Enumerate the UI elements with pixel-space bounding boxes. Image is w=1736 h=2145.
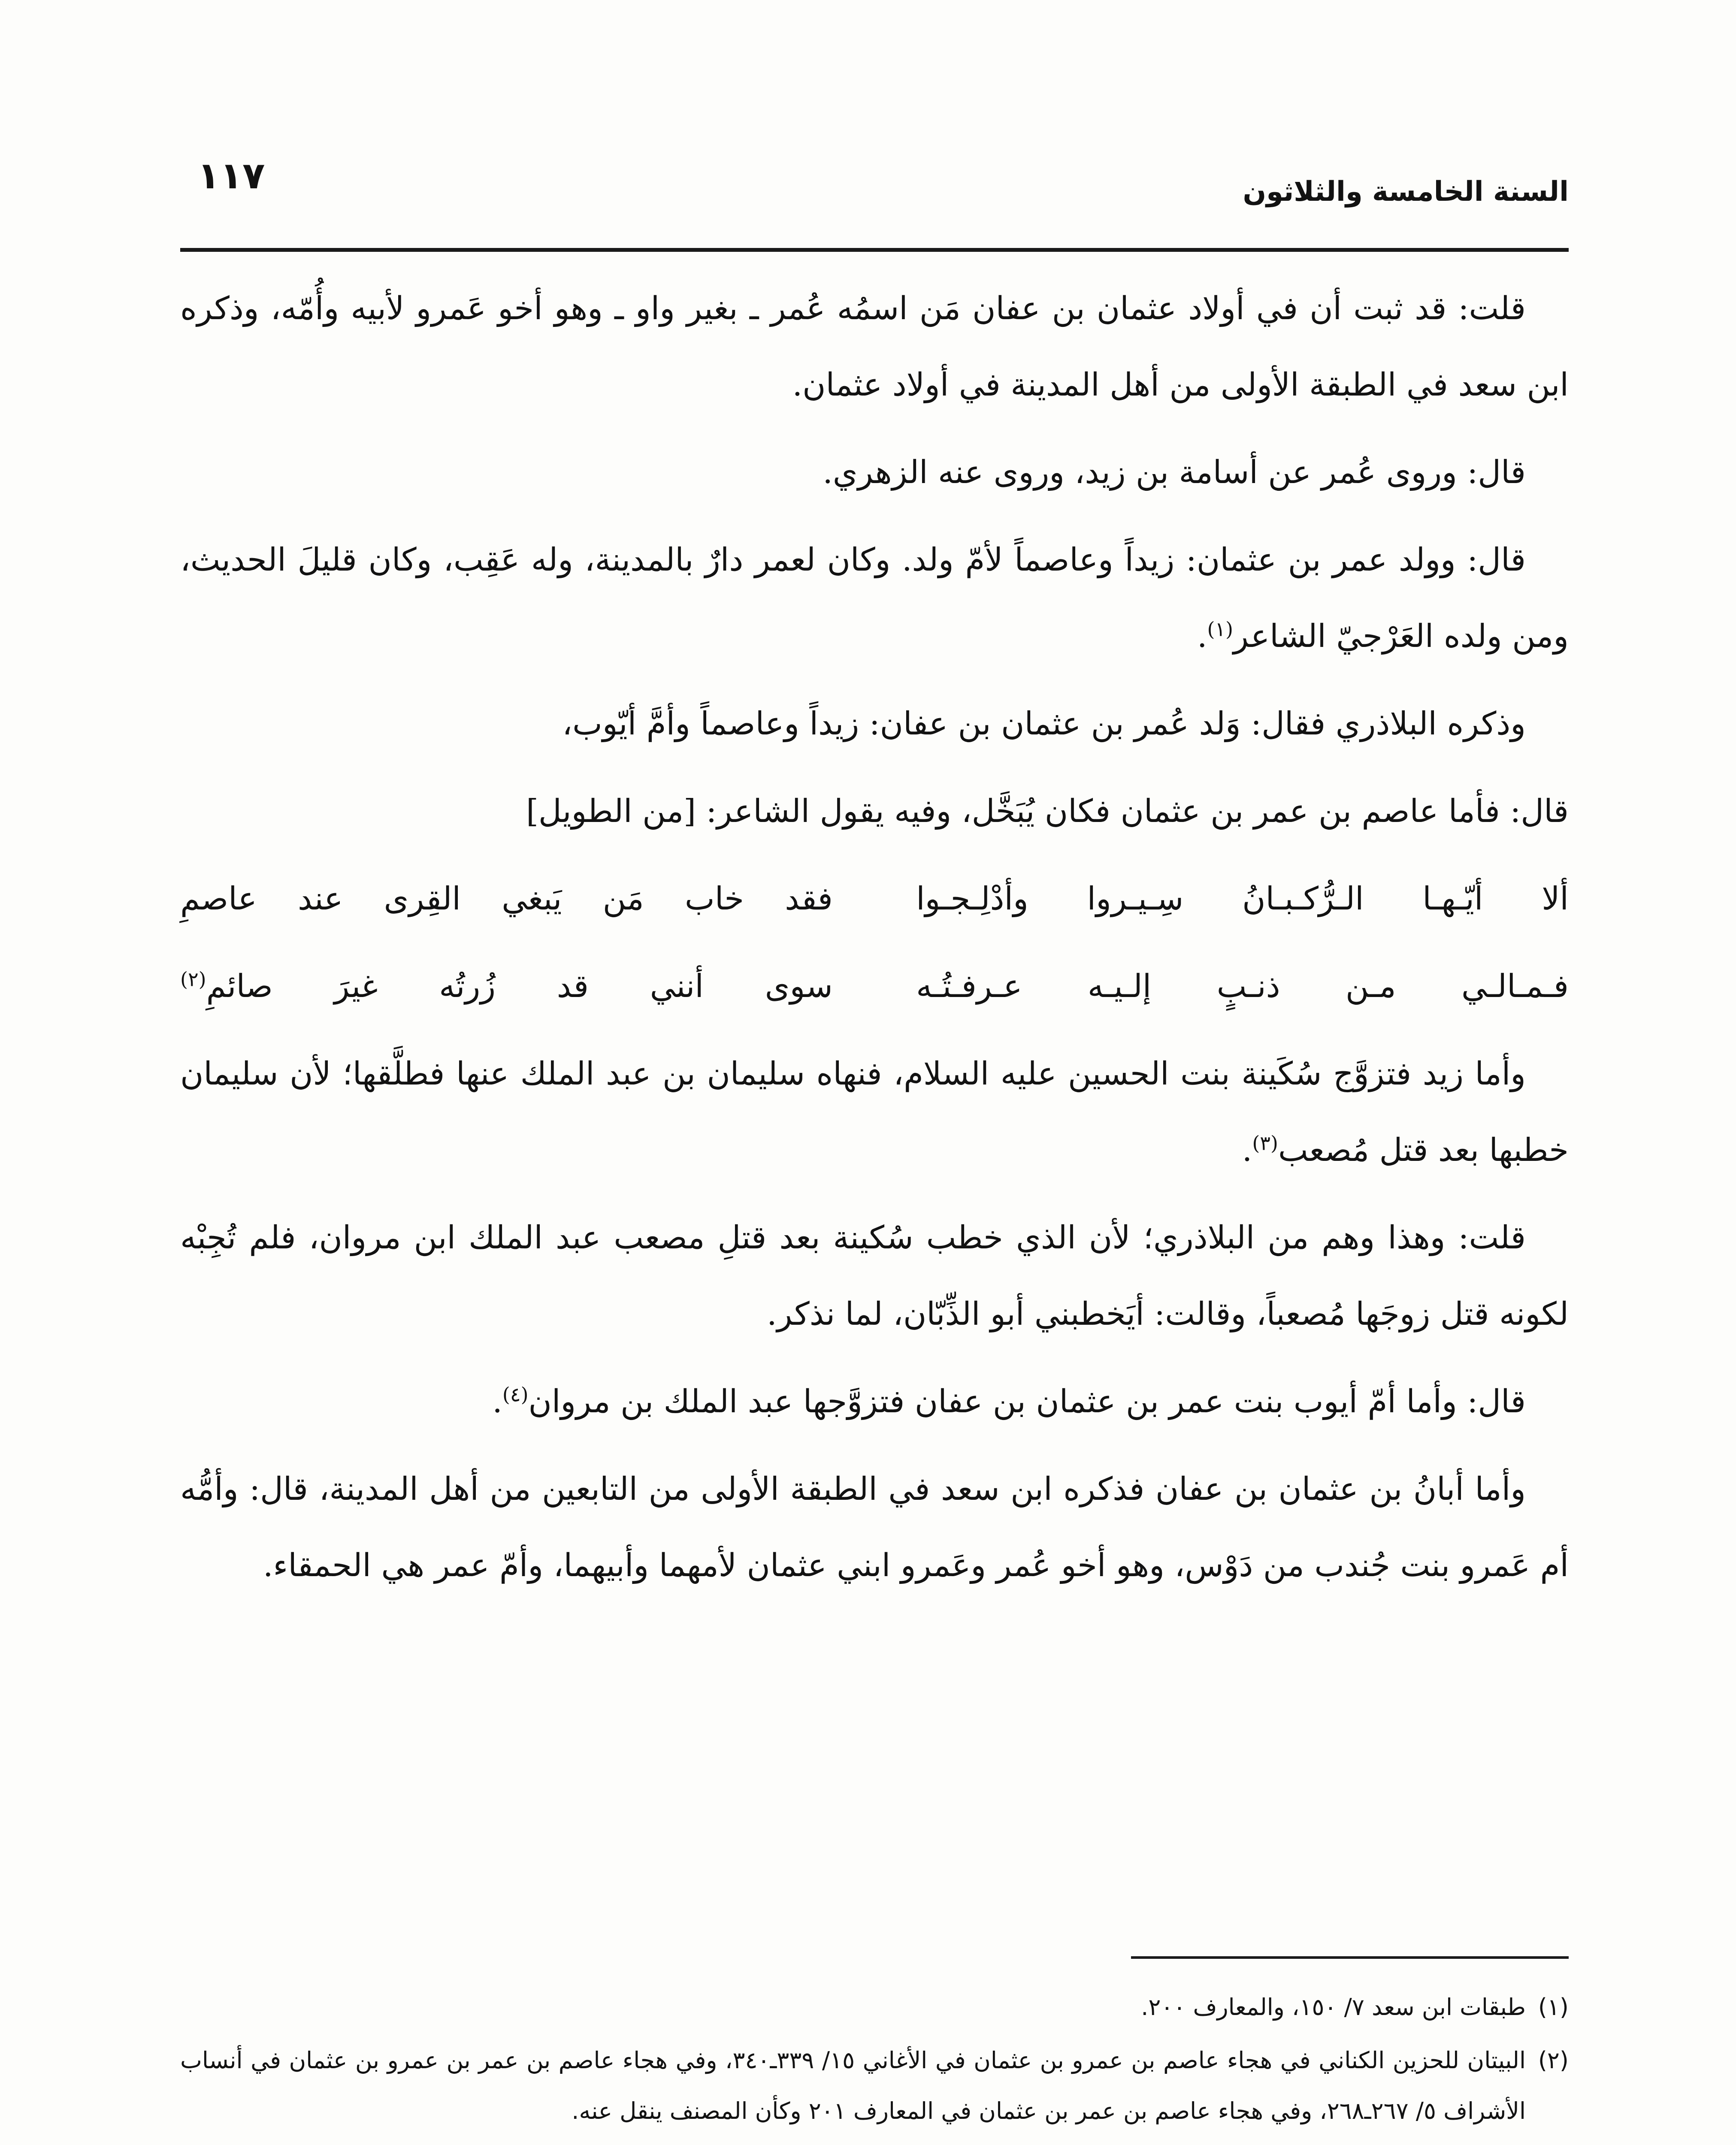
poem-verse-1 (180, 861, 1569, 937)
paragraph-3-end: . (1197, 618, 1207, 655)
verse-1-second-hemistich: فقد خاب مَن يَبغي القِرى عند عاصمِ (180, 880, 833, 917)
paragraph-9: وأما أبانُ بن عثمان بن عفان فذكره ابن سعد في الطبقة الأولى من التابعين من أهل المدينة، قال: وأمُّه أم عَمرو بنت جُندب من دَوْس، وهو أخو عُمر وعَمرو ابني عثمان لأمهما وأبيهما، وأمّ عمر هي الحمقاء. (180, 1471, 1569, 1584)
footnote-text: البيتان للحزين الكناني في هجاء عاصم بن عمرو بن عثمان في الأغاني ١٥/ ٣٣٩ـ٣٤٠، وفي هجاء عاصم بن عمر بن عمرو بن عثمان في أنساب الأشراف ٥/ ٢٦٧ـ٢٦٨، وفي هجاء عاصم بن عمر بن عثمان في المعارف ٢٠١ وكأن المصنف ينقل عنه. (180, 2047, 1526, 2124)
header-divider (180, 248, 1569, 252)
paragraph-7: قلت: وهذا وهم من البلاذري؛ لأن الذي خطب سُكينة بعد قتلِ مصعب عبد الملك ابن مروان، فلم تُجِبْه لكونه قتل زوجَها مُصعباً، وقالت: أيَخطبني أبو الذِّبّان، لما نذكر. (180, 1219, 1569, 1332)
footnote-3 (180, 2139, 1569, 2145)
running-header (180, 150, 1569, 249)
paragraph-5: قال: فأما عاصم بن عمر بن عثمان فكان يُبَخَّل، وفيه يقول الشاعر: [من الطويل] (526, 793, 1569, 830)
paragraph-8 (180, 1363, 1569, 1440)
paragraph-8-text: قال: وأما أمّ أيوب بنت عمر بن عثمان بن عفان فتزوَّجها عبد الملك بن مروان (528, 1383, 1526, 1420)
paragraph-6 (180, 1036, 1569, 1188)
paragraph-3-text: قال: وولد عمر بن عثمان: زيداً وعاصماً لأمّ ولد. وكان لعمر دارٌ بالمدينة، وله عَقِب، وكان قليلَ الحديث، ومن ولده العَرْجيّ الشاعر (180, 541, 1569, 655)
footnote-number: (١) (1538, 1994, 1569, 2021)
paragraph-1: قلت: قد ثبت أن في أولاد عثمان بن عفان مَن اسمُه عُمر ـ بغير واو ـ وهو أخو عَمرو لأبيه وأُمّه، وذكره ابن سعد في الطبقة الأولى من أهل المدينة في أولاد عثمان. (180, 290, 1569, 403)
footnote-ref-1: (١) (1207, 617, 1234, 641)
footnote-text (180, 2139, 1526, 2145)
paragraph-6-text: وأما زيد فتزوَّج سُكَينة بنت الحسين عليه السلام، فنهاه سليمان بن عبد الملك عنها فطلَّقها؛ لأن سليمان خطبها بعد قتل مُصعب (180, 1055, 1569, 1169)
paragraph-8-end: . (492, 1383, 502, 1420)
footnote-2 (180, 2035, 1569, 2136)
paragraph-3 (180, 522, 1569, 674)
footnote-1 (180, 1982, 1569, 2033)
paragraph-2: قال: وروى عُمر عن أسامة بن زيد، وروى عنه الزهري. (823, 454, 1526, 491)
poem-verse-2 (180, 948, 1569, 1024)
page-number: ١١٧ (197, 154, 265, 197)
verse-2-first-hemistich: فـمـالـي مـن ذنـبٍ إلـيـه عـرفـتُـه (916, 968, 1569, 1005)
footnote-text: طبقات ابن سعد ٧/ ١٥٠، والمعارف ٢٠٠. (1141, 1994, 1526, 2021)
verse-1-first-hemistich: ألا أيّـهـا الـرُّكـبـانُ سِـيـروا وأدْلِـجـوا (916, 880, 1569, 917)
footnote-ref-4: (٤) (502, 1383, 529, 1406)
footnote-number: (٢) (1538, 2047, 1569, 2074)
footnote-divider (1131, 1956, 1569, 1959)
chapter-title: السنة الخامسة والثلاثون (1243, 176, 1569, 208)
main-text (180, 270, 1569, 1615)
paragraph-6-end: . (1242, 1132, 1252, 1169)
paragraph-4: وذكره البلاذري فقال: وَلد عُمر بن عثمان بن عفان: زيداً وعاصماً وأمَّ أيّوب، (562, 705, 1526, 742)
footnotes (180, 1982, 1569, 2145)
footnote-ref-2: (٢) (180, 967, 206, 991)
verse-2-second-hemistich (180, 948, 833, 1024)
footnote-ref-3: (٣) (1252, 1131, 1278, 1155)
verse-2-second-text: سوى أنني قد زُرتُه غيرَ صائمِ (206, 968, 833, 1005)
footnote-number (1526, 2139, 1569, 2145)
